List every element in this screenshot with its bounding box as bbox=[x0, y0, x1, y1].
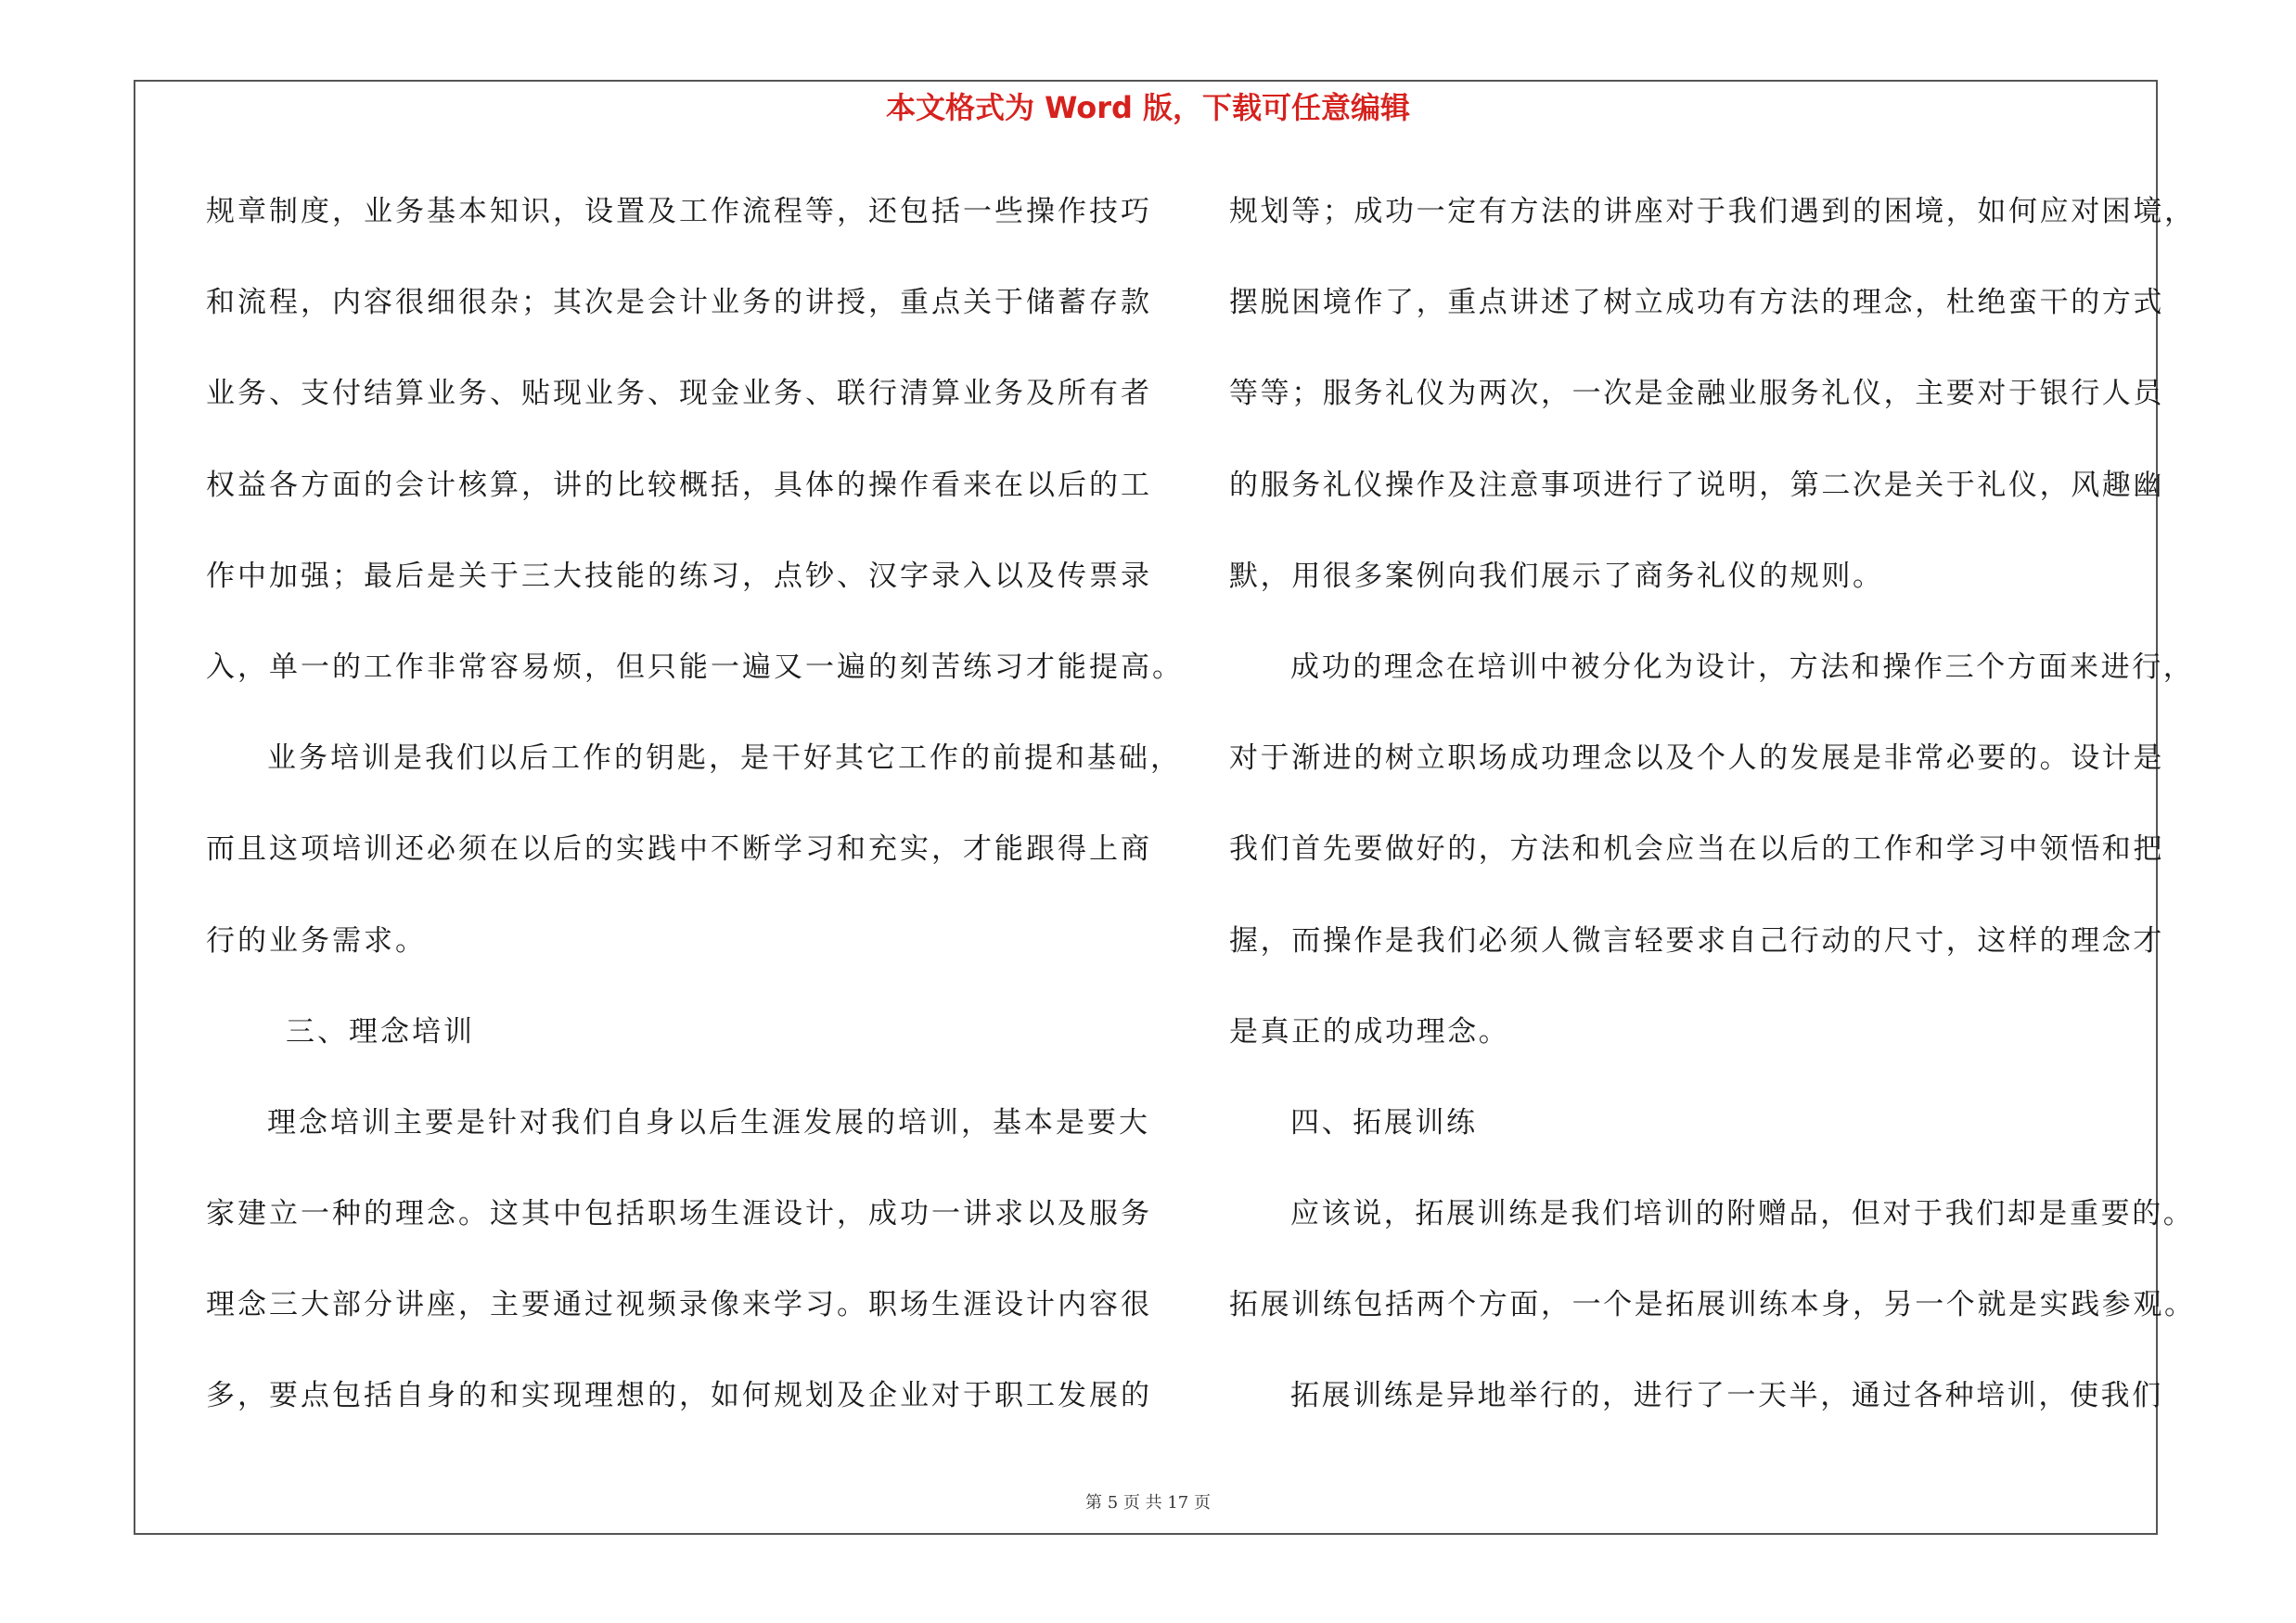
body-line: 权益各方面的会计核算，讲的比较概括，具体的操作看来在以后的工 bbox=[206, 468, 1152, 502]
paragraph-start-line: 理念培训主要是针对我们自身以后生涯发展的培训，基本是要大 bbox=[267, 1105, 1150, 1140]
body-line: 入，单一的工作非常容易烦，但只能一遍又一遍的刻苦练习才能提高。 bbox=[206, 650, 1184, 684]
paragraph-start-line: 拓展训练是异地举行的，进行了一天半，通过各种培训，使我们 bbox=[1290, 1379, 2163, 1413]
body-line: 是真正的成功理念。 bbox=[1229, 1014, 1510, 1049]
left-column bbox=[206, 191, 1184, 1467]
body-line: 理念三大部分讲座，主要通过视频录像来学习。职场生涯设计内容很 bbox=[206, 1288, 1152, 1322]
body-line: 规章制度，业务基本知识，设置及工作流程等，还包括一些操作技巧 bbox=[206, 195, 1152, 228]
body-line: 握，而操作是我们必须人微言轻要求自己行动的尺寸，这样的理念才 bbox=[1229, 923, 2164, 958]
body-line: 规划等；成功一定有方法的讲座对于我们遇到的困境，如何应对困境， bbox=[1229, 195, 2196, 228]
page-number-footer: 第 5 页 共 17 页 bbox=[1085, 1493, 1211, 1513]
body-line: 多，要点包括自身的和实现理想的，如何规划及企业对于职工发展的 bbox=[206, 1379, 1152, 1413]
body-line: 而且这项培训还必须在以后的实践中不断学习和充实，才能跟得上商 bbox=[206, 832, 1152, 867]
right-column bbox=[1229, 191, 2196, 1467]
body-line: 对于渐进的树立职场成功理念以及个人的发展是非常必要的。设计是 bbox=[1229, 741, 2164, 776]
body-line: 拓展训练包括两个方面，一个是拓展训练本身，另一个就是实践参观。 bbox=[1229, 1288, 2196, 1322]
body-line: 等等；服务礼仪为两次，一次是金融业服务礼仪，主要对于银行人员 bbox=[1229, 377, 2164, 411]
body-line: 业务、支付结算业务、贴现业务、现金业务、联行清算业务及所有者 bbox=[206, 377, 1152, 411]
body-line: 默，用很多案例向我们展示了商务礼仪的规则。 bbox=[1229, 559, 1884, 593]
paragraph-start-line: 成功的理念在培训中被分化为设计，方法和操作三个方面来进行， bbox=[1290, 650, 2195, 684]
section-heading: 四、拓展训练 bbox=[1290, 1105, 1478, 1140]
section-heading: 三、理念培训 bbox=[286, 1014, 475, 1049]
body-line: 的服务礼仪操作及注意事项进行了说明，第二次是关于礼仪，风趣幽 bbox=[1229, 468, 2164, 502]
body-line: 和流程，内容很细很杂；其次是会计业务的讲授，重点关于储蓄存款 bbox=[206, 286, 1152, 320]
body-line: 我们首先要做好的，方法和机会应当在以后的工作和学习中领悟和把 bbox=[1229, 832, 2164, 867]
document-banner: 本文格式为 Word 版，下载可任意编辑 bbox=[885, 90, 1411, 125]
paragraph-start-line: 应该说，拓展训练是我们培训的附赠品，但对于我们却是重要的。 bbox=[1290, 1197, 2195, 1231]
body-line: 作中加强；最后是关于三大技能的练习，点钞、汉字录入以及传票录 bbox=[206, 559, 1152, 593]
body-line: 家建立一种的理念。这其中包括职场生涯设计，成功一讲求以及服务 bbox=[206, 1197, 1152, 1231]
body-line: 摆脱困境作了，重点讲述了树立成功有方法的理念，杜绝蛮干的方式 bbox=[1229, 286, 2164, 320]
body-line: 行的业务需求。 bbox=[206, 923, 427, 958]
paragraph-start-line: 业务培训是我们以后工作的钥匙，是干好其它工作的前提和基础， bbox=[267, 741, 1182, 776]
